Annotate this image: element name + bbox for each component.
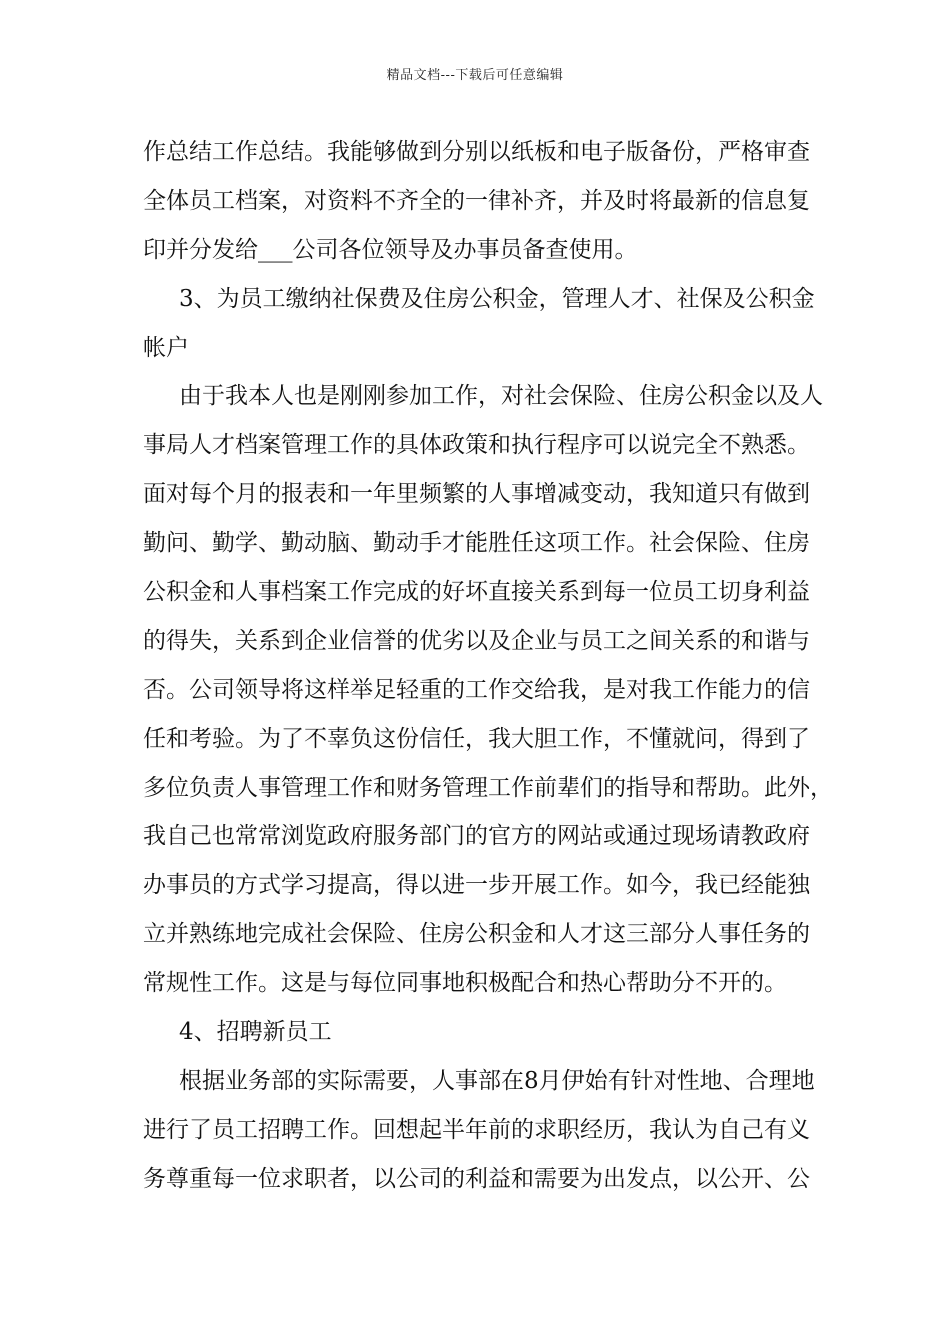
paragraph-line: 进行了员工招聘工作。回想起半年前的求职经历，我认为自己有义	[143, 1116, 810, 1143]
paragraph-line: 常规性工作。这是与每位同事地积极配合和热心帮助分不开的。	[143, 970, 787, 997]
paragraph-line: 事局人才档案管理工作的具体政策和执行程序可以说完全不熟悉。	[143, 432, 810, 459]
paragraph-line: 根据业务部的实际需要，人事部在8月伊始有针对性地、合理地	[179, 1067, 815, 1094]
paragraph-line: 我自己也常常浏览政府服务部门的官方的网站或通过现场请教政府	[143, 823, 810, 850]
section-heading-3-continued: 帐户	[143, 334, 189, 361]
paragraph-line: 面对每个月的报表和一年里频繁的人事增减变动，我知道只有做到	[143, 481, 810, 508]
paragraph-line: 多位负责人事管理工作和财务管理工作前辈们的指导和帮助。此外，	[143, 774, 833, 801]
paragraph-line: 办事员的方式学习提高，得以进一步开展工作。如今，我已经能独	[143, 872, 810, 899]
paragraph-line: 勤问、勤学、勤动脑、勤动手才能胜任这项工作。社会保险、住房	[143, 530, 810, 557]
section-heading-3: 3、为员工缴纳社保费及住房公积金，管理人才、社保及公积金	[179, 285, 815, 312]
paragraph-line: 的得失，关系到企业信誉的优劣以及企业与员工之间关系的和谐与	[143, 627, 810, 654]
paragraph-line: 否。公司领导将这样举足轻重的工作交给我，是对我工作能力的信	[143, 676, 810, 703]
document-body	[143, 128, 833, 1204]
paragraph-line: 公积金和人事档案工作完成的好坏直接关系到每一位员工切身利益	[143, 579, 810, 606]
section-heading-4: 4、招聘新员工	[179, 1019, 332, 1046]
paragraph-line: 作总结工作总结。我能够做到分别以纸板和电子版备份，严格审查	[143, 139, 810, 165]
page-header: 精品文档---下载后可任意编辑	[386, 68, 564, 83]
paragraph-line: 由于我本人也是刚刚参加工作，对社会保险、住房公积金以及人	[179, 383, 823, 410]
paragraph-line: 任和考验。为了不辜负这份信任，我大胆工作，不懂就问，得到了	[143, 725, 810, 752]
paragraph-line: 立并熟练地完成社会保险、住房公积金和人才这三部分人事任务的	[143, 921, 810, 948]
paragraph-line: 印并分发给___公司各位领导及办事员备查使用。	[143, 236, 638, 263]
paragraph-line: 务尊重每一位求职者，以公司的利益和需要为出发点，以公开、公	[143, 1165, 810, 1192]
paragraph-line: 全体员工档案，对资料不齐全的一律补齐，并及时将最新的信息复	[143, 187, 810, 214]
